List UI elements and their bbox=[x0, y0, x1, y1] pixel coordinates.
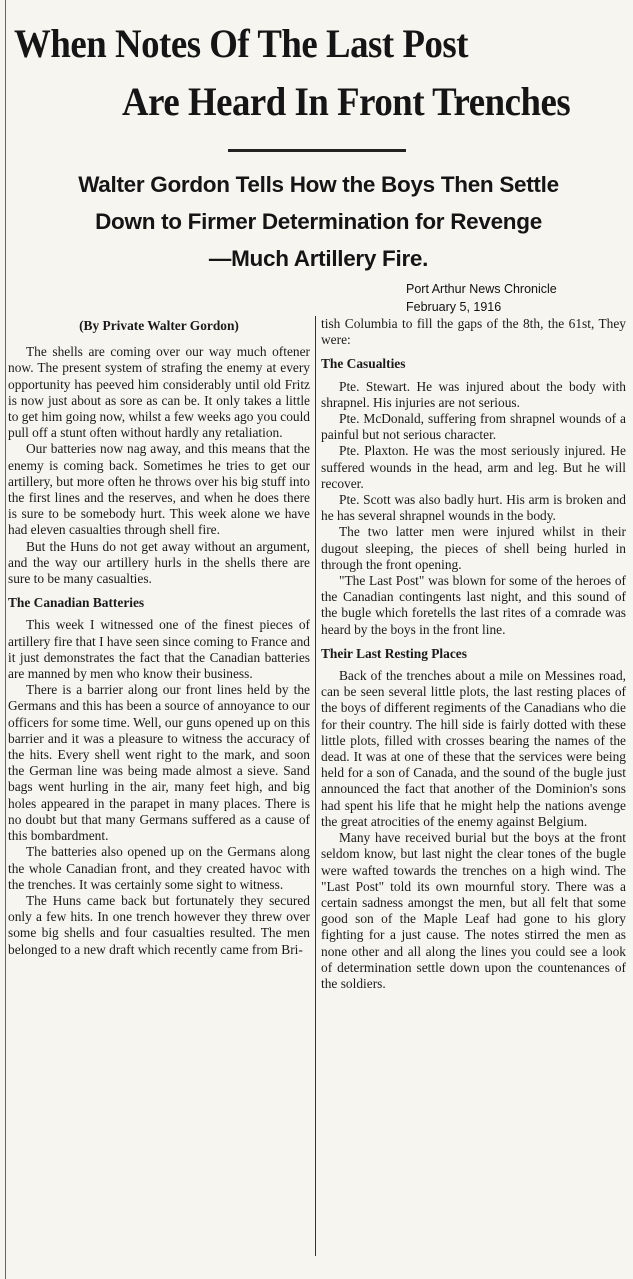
headline-line-2: Are Heard In Front Trenches bbox=[122, 79, 571, 124]
column-divider bbox=[315, 316, 316, 1256]
paragraph: Pte. Plaxton. He was the most seriously injured. He suffered wounds in the head, arm and leg. But he will recover. bbox=[321, 443, 626, 491]
section-heading-resting-places: Their Last Resting Places bbox=[321, 645, 467, 661]
paragraph: The Huns came back but fortunately they secured only a few hits. In one trench however they threw over some big shells and four casualties resulted. The men belonged to a new draft which recently came from Bri- bbox=[8, 892, 310, 957]
paragraph: Our batteries now nag away, and this means that the enemy is coming back. Sometimes he tries to get our artillery, but more often he throws over his big stuff into the first lines and the reserves, and when he does there is sure to be somebody hurt. This week alone we have had eleven casualties through shell fire. bbox=[8, 441, 310, 538]
source-credit bbox=[406, 280, 557, 316]
paragraph: Pte. McDonald, suffering from shrapnel wounds of a painful but not serious character. bbox=[321, 411, 626, 443]
headline-line-1: When Notes Of The Last Post bbox=[14, 21, 469, 66]
paragraph-continuation: tish Columbia to fill the gaps of the 8th, the 61st, They were: bbox=[321, 316, 626, 348]
paragraph: Back of the trenches about a mile on Messines road, can be seen several little plots, the last resting places of the boys of different regiments of the Canadians who die for their country. The hill side is fairly dotted with these little plots, filled with crosses bearing the names of the dead. It was at one of these that the services were being held for a son of Canada, and the sound of the bugle just announced the fact that another of the Dominion's sons had spent his life that he might help the nations avenge the great atrocities of the enemy against Belgium. bbox=[321, 668, 626, 829]
paragraph: The shells are coming over our way much oftener now. The present system of strafing the enemy at every opportunity has peeved him considerably until old Fritz is now just about as sore as can be. It only takes a little to get him going now, whilst a few weeks ago you could pull off a stunt often without hardly any retaliation. bbox=[8, 344, 310, 441]
subheadline-line-1: Walter Gordon Tells How the Boys Then Settle bbox=[78, 172, 559, 197]
paragraph: The batteries also opened up on the Germans along the whole Canadian front, and they created havoc with the trenches. It was certainly some sight to witness. bbox=[8, 844, 310, 892]
subheadline bbox=[6, 166, 631, 277]
paragraph: The two latter men were injured whilst in their dugout sleeping, the pieces of shell being hurled in through the front opening. bbox=[321, 524, 626, 572]
source-paper: Port Arthur News Chronicle bbox=[406, 282, 557, 296]
byline: (By Private Walter Gordon) bbox=[79, 318, 239, 333]
headline-divider bbox=[228, 149, 406, 152]
paragraph: There is a barrier along our front lines held by the Germans and this has been a source of annoyance to our officers for some time. Well, our guns opened up on this barrier and it was a pleasure to witness the accuracy of the hits. Every shell went right to the mark, and soon the German line was being made almost a sieve. Sand bags went hurling in the air, many feet high, and big holes appeared in the parapet in many places. There is no doubt but that many Germans suffered as a cause of this bombardment. bbox=[8, 682, 310, 844]
subheadline-line-3: —Much Artillery Fire. bbox=[208, 246, 429, 271]
source-date: February 5, 1916 bbox=[406, 300, 502, 314]
subheadline-line-2: Down to Firmer Determination for Revenge bbox=[95, 209, 542, 234]
article-column-left bbox=[8, 318, 310, 958]
paragraph: Many have received burial but the boys at the front seldom know, but last night the clear tones of the bugle were wafted towards the trenches on a high wind. The "Last Post" told its own mournful story. There was a certain sadness amongst the men, but all felt that some good son of the Maple Leaf had gone to his glory fighting for a just cause. The notes stirred the men as none other and all along the lines you could see a look of determination settle down upon the countenances of the soldiers. bbox=[321, 830, 626, 991]
paragraph: Pte. Scott was also badly hurt. His arm is broken and he has several shrapnel wounds in the body. bbox=[321, 492, 626, 524]
paragraph: Pte. Stewart. He was injured about the body with shrapnel. His injuries are not serious. bbox=[321, 378, 626, 410]
paragraph: But the Huns do not get away without an argument, and the way our artillery hurls in the shells there are sure to be many casualties. bbox=[8, 538, 310, 587]
article-column-right bbox=[321, 316, 626, 992]
paragraph: "The Last Post" was blown for some of the heroes of the Canadian contingents last night, and this sound of the bugle which foretells the last rites of a comrade was heard by the boys in the front line. bbox=[321, 573, 626, 637]
paragraph: This week I witnessed one of the finest pieces of artillery fire that I have seen since coming to France and it just demonstrates the fact that the Canadian batteries are manned by men who know their business. bbox=[8, 617, 310, 682]
section-heading-casualties: The Casualties bbox=[321, 356, 406, 372]
section-heading-batteries: The Canadian Batteries bbox=[8, 595, 145, 611]
